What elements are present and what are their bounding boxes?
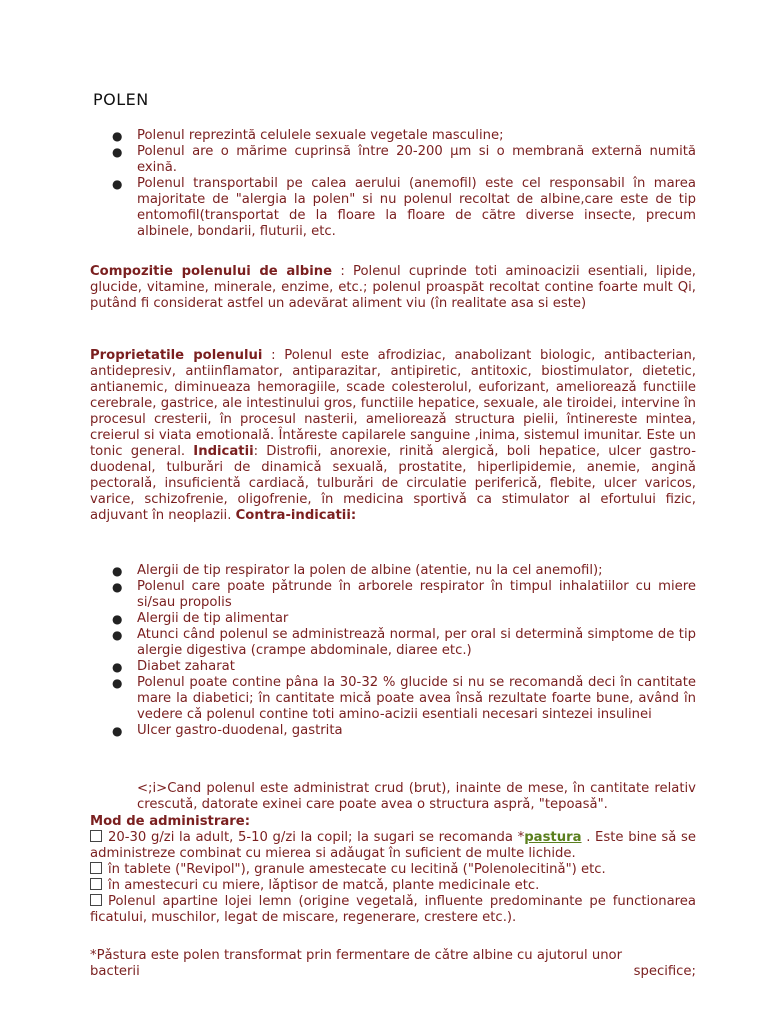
administration-label: Mod de administrare: (90, 814, 250, 829)
bullet-icon: ● (112, 145, 123, 159)
raw-note (90, 781, 696, 813)
footnote-last-left: bacterii (90, 964, 140, 979)
administration-section: Mod de administrare: 20-30 g/zi la adult, 5-10 g/zi la copil; la sugari se recomanda *pastura . Este bine sǎ se administreze combinat cu mierea si adǎugat în suficient de multe lichide. în tablete ("Revipol"), granule amestecate cu lecitinǎ ("Polenolecitinǎ") etc. în amestecuri cu miere, lǎptisor de matcǎ, plante medicinale etc. Polenul apartine lojei lemn (origine vegetalǎ, influente predominante pe functionarea ficatului, muschilor, legat de miscare, regenerare, crestere etc.). (90, 814, 696, 925)
document-title: POLEN (93, 90, 149, 109)
footnote-last-right: specifice; (633, 964, 696, 979)
contra-list (90, 563, 696, 739)
checkbox-icon (90, 878, 102, 890)
bullet-icon: ● (112, 580, 123, 594)
indications-text: : Distrofii, anorexie, rinitǎ alergicǎ, boli hepatice, ulcer gastro-duodenal, tulburǎri de dinamicǎ sexualǎ, prostatite, hiperlipidemie, anemie, anginǎ pectoralǎ, insuficientǎ cardiacǎ, tulburǎri de circulatie perifericǎ, flebite, ulcer varicos, varice, schizofrenie, oligofrenie, în medicina sportivǎ ca stimulator al efortului fizic, adjuvant în neoplazii. (90, 444, 696, 523)
contra-label: Contra-indicatii: (235, 508, 357, 523)
raw-note-text: <;i>Cand polenul este administrat crud (brut), inainte de mese, în cantitate relativ crescutǎ, datorate exinei care poate avea o structura asprǎ, "tepoasǎ". (137, 781, 696, 812)
bullet-icon: ● (112, 129, 123, 143)
list-item: ● Alergii de tip alimentar (112, 611, 289, 626)
footnote-text: *Pǎstura este polen transformat prin fermentare de cǎtre albine cu ajutorul unor (90, 948, 623, 963)
list-item: ● Polenul care poate pǎtrunde în arborele respirator în timpul inhalatiilor cu miere si/sau propolis (112, 579, 696, 610)
list-item: ● Polenul are o mărime cuprinsă între 20-200 μm si o membrană externă numită exină. (112, 144, 696, 175)
bullet-icon: ● (112, 660, 123, 674)
list-item: ● Diabet zaharat (112, 659, 235, 674)
indications-label: Indicatii (193, 444, 254, 459)
bullet-icon: ● (112, 612, 123, 626)
intro-list (90, 128, 696, 240)
list-item: ● Polenul reprezintă celulele sexuale vegetale masculine; (112, 128, 504, 143)
list-item: ● Polenul transportabil pe calea aerului (anemofil) este cel responsabil în marea majoritate de "alergia la polen" si nu polenul recoltat de albine,care este de tip entomofil(transportat de la floare la floare de către diverse insecte, precum albinele, bondarii, fluturii, etc. (112, 176, 696, 239)
list-item: ● Atunci când polenul se administreazǎ normal, per oral si determinǎ simptome de tip alergie digestiva (crampe abdominale, diaree etc.) (112, 627, 696, 658)
composition-text: : Polenul cuprinde toti aminoacizii esentiali, lipide, glucide, vitamine, minerale, enzime, etc.; polenul proaspăt recoltat contine foarte mult Qi, putând fi considerat astfel un adevărat aliment viu (în realitate asa si este) (90, 264, 697, 311)
properties-paragraph (90, 348, 696, 524)
bullet-icon: ● (112, 628, 123, 642)
composition-label: Compozitie polenului de albine (90, 264, 333, 279)
checkbox-icon (90, 830, 102, 842)
properties-text: : Polenul este afrodiziac, anabolizant biologic, antibacterian, antidepresiv, antiinflamator, antiparazitar, antipiretic, antitoxic, biostimulator, dietetic, antianemic, diminueaza hemoragiile, scade colesterolul, euforizant, amelioreazǎ functiile cerebrale, gastrice, ale intestinului gros, functiile hepatice, sexuale, ale tiroidei, intervine în procesul cresterii, în procesul nasterii, amelioreazǎ structura pielii, întinereste mintea, creierul si viata emotionalǎ. Întǎreste capilarele sanguine ,inima, sistemul imunitar. Este un tonic general. (90, 348, 696, 459)
bullet-icon: ● (112, 676, 123, 690)
list-item: ● Ulcer gastro-duodenal, gastrita (112, 723, 343, 738)
bullet-icon: ● (112, 564, 123, 578)
checkbox-icon (90, 894, 102, 906)
composition-paragraph (90, 264, 696, 312)
bullet-icon: ● (112, 177, 123, 191)
list-item: ● Alergii de tip respirator la polen de albine (atentie, nu la cel anemofil); (112, 563, 603, 578)
footnote (90, 948, 696, 980)
bullet-icon: ● (112, 724, 123, 738)
properties-label: Proprietatile polenului (90, 348, 263, 363)
pastura-link[interactable]: pastura (524, 830, 582, 845)
list-item: ● Polenul poate contine pâna la 30-32 % glucide si nu se recomandǎ deci în cantitate mare la diabetici; în cantitate micǎ poate avea însǎ rezultate foarte bune, având în vedere cǎ polenul contine toti amino-acizii esentiali necesari sintezei insulinei (112, 675, 696, 722)
checkbox-icon (90, 862, 102, 874)
